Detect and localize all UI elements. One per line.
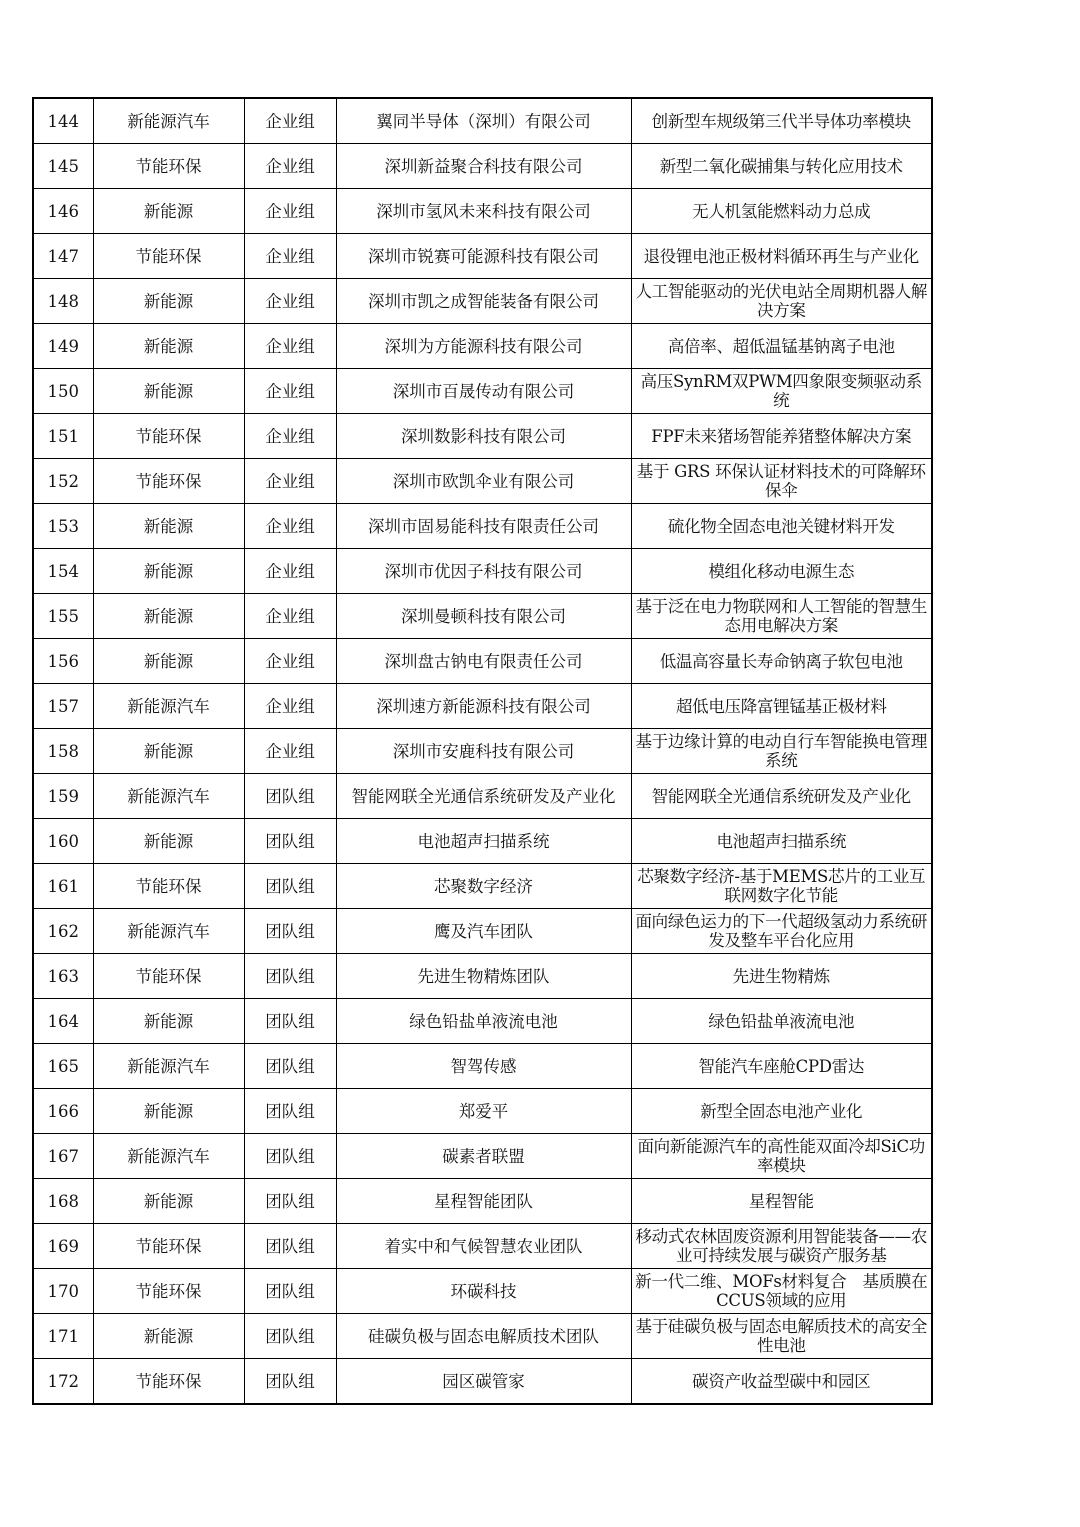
category-cell: 新能源: [93, 279, 244, 324]
group-cell: 团队组: [244, 864, 336, 909]
category-cell: 新能源: [93, 504, 244, 549]
row-number-cell: 160: [33, 819, 93, 864]
group-cell: 企业组: [244, 504, 336, 549]
category-cell: 新能源汽车: [93, 774, 244, 819]
table-row: [33, 414, 932, 459]
organization-cell: 深圳市固易能科技有限责任公司: [336, 504, 631, 549]
group-cell: 企业组: [244, 459, 336, 504]
category-cell: 新能源: [93, 729, 244, 774]
table-row: [33, 1314, 932, 1359]
organization-cell: 智能网联全光通信系统研发及产业化: [336, 774, 631, 819]
row-number-cell: 168: [33, 1179, 93, 1224]
category-cell: 节能环保: [93, 414, 244, 459]
row-number-cell: 166: [33, 1089, 93, 1134]
row-number-cell: 157: [33, 684, 93, 729]
organization-cell: 深圳市百晟传动有限公司: [336, 369, 631, 414]
row-number-cell: 144: [33, 98, 93, 144]
table-row: [33, 234, 932, 279]
category-cell: 节能环保: [93, 1269, 244, 1314]
table-row: [33, 189, 932, 234]
project-name-cell: 退役锂电池正极材料循环再生与产业化: [631, 234, 932, 279]
project-name-cell: 新一代二维、MOFs材料复合 基质膜在CCUS领域的应用: [631, 1269, 932, 1314]
organization-cell: 深圳为方能源科技有限公司: [336, 324, 631, 369]
table-row: [33, 684, 932, 729]
row-number-cell: 154: [33, 549, 93, 594]
group-cell: 企业组: [244, 729, 336, 774]
project-name-cell: 无人机氢能燃料动力总成: [631, 189, 932, 234]
category-cell: 新能源: [93, 819, 244, 864]
row-number-cell: 167: [33, 1134, 93, 1179]
group-cell: 团队组: [244, 954, 336, 999]
table-row: [33, 1044, 932, 1089]
organization-cell: 园区碳管家: [336, 1359, 631, 1405]
row-number-cell: 148: [33, 279, 93, 324]
project-name-cell: 高倍率、超低温锰基钠离子电池: [631, 324, 932, 369]
category-cell: 新能源: [93, 189, 244, 234]
organization-cell: 深圳市安鹿科技有限公司: [336, 729, 631, 774]
table-row: [33, 144, 932, 189]
category-cell: 新能源: [93, 369, 244, 414]
project-name-cell: 基于 GRS 环保认证材料技术的可降解环保伞: [631, 459, 932, 504]
project-name-cell: 创新型车规级第三代半导体功率模块: [631, 98, 932, 144]
table-row: [33, 594, 932, 639]
project-name-cell: 超低电压降富锂锰基正极材料: [631, 684, 932, 729]
row-number-cell: 162: [33, 909, 93, 954]
group-cell: 团队组: [244, 1134, 336, 1179]
group-cell: 团队组: [244, 1314, 336, 1359]
organization-cell: 智驾传感: [336, 1044, 631, 1089]
organization-cell: 芯聚数字经济: [336, 864, 631, 909]
row-number-cell: 163: [33, 954, 93, 999]
category-cell: 节能环保: [93, 144, 244, 189]
organization-cell: 深圳曼顿科技有限公司: [336, 594, 631, 639]
organization-cell: 深圳市凯之成智能装备有限公司: [336, 279, 631, 324]
group-cell: 团队组: [244, 909, 336, 954]
table-row: [33, 864, 932, 909]
category-cell: 新能源: [93, 999, 244, 1044]
project-name-cell: 碳资产收益型碳中和园区: [631, 1359, 932, 1405]
table-row: [33, 98, 932, 144]
organization-cell: 深圳速方新能源科技有限公司: [336, 684, 631, 729]
row-number-cell: 165: [33, 1044, 93, 1089]
project-name-cell: 模组化移动电源生态: [631, 549, 932, 594]
group-cell: 企业组: [244, 594, 336, 639]
project-name-cell: 移动式农林固废资源利用智能装备——农业可持续发展与碳资产服务基: [631, 1224, 932, 1269]
organization-cell: 深圳新益聚合科技有限公司: [336, 144, 631, 189]
table-body: [33, 98, 932, 1404]
category-cell: 新能源汽车: [93, 1044, 244, 1089]
row-number-cell: 169: [33, 1224, 93, 1269]
group-cell: 企业组: [244, 549, 336, 594]
project-name-cell: 芯聚数字经济-基于MEMS芯片的工业互联网数字化节能: [631, 864, 932, 909]
organization-cell: 硅碳负极与固态电解质技术团队: [336, 1314, 631, 1359]
group-cell: 团队组: [244, 1179, 336, 1224]
group-cell: 团队组: [244, 999, 336, 1044]
table-row: [33, 729, 932, 774]
organization-cell: 深圳市欧凯伞业有限公司: [336, 459, 631, 504]
project-name-cell: FPF未来猪场智能养猪整体解决方案: [631, 414, 932, 459]
table-row: [33, 1269, 932, 1314]
project-name-cell: 基于边缘计算的电动自行车智能换电管理系统: [631, 729, 932, 774]
project-name-cell: 新型全固态电池产业化: [631, 1089, 932, 1134]
organization-cell: 深圳市氢风未来科技有限公司: [336, 189, 631, 234]
project-list-table: [32, 97, 933, 1405]
row-number-cell: 155: [33, 594, 93, 639]
project-name-cell: 智能汽车座舱CPD雷达: [631, 1044, 932, 1089]
project-name-cell: 面向绿色运力的下一代超级氢动力系统研发及整车平台化应用: [631, 909, 932, 954]
row-number-cell: 145: [33, 144, 93, 189]
organization-cell: 郑爱平: [336, 1089, 631, 1134]
row-number-cell: 146: [33, 189, 93, 234]
table-row: [33, 954, 932, 999]
category-cell: 新能源: [93, 1179, 244, 1224]
project-name-cell: 智能网联全光通信系统研发及产业化: [631, 774, 932, 819]
row-number-cell: 171: [33, 1314, 93, 1359]
group-cell: 企业组: [244, 324, 336, 369]
row-number-cell: 158: [33, 729, 93, 774]
row-number-cell: 150: [33, 369, 93, 414]
category-cell: 节能环保: [93, 459, 244, 504]
category-cell: 节能环保: [93, 1224, 244, 1269]
group-cell: 团队组: [244, 1359, 336, 1405]
table-row: [33, 909, 932, 954]
table-row: [33, 1224, 932, 1269]
row-number-cell: 151: [33, 414, 93, 459]
category-cell: 新能源汽车: [93, 684, 244, 729]
project-name-cell: 电池超声扫描系统: [631, 819, 932, 864]
group-cell: 企业组: [244, 369, 336, 414]
project-name-cell: 星程智能: [631, 1179, 932, 1224]
project-name-cell: 面向新能源汽车的高性能双面冷却SiC功率模块: [631, 1134, 932, 1179]
group-cell: 企业组: [244, 234, 336, 279]
group-cell: 企业组: [244, 684, 336, 729]
organization-cell: 深圳市优因子科技有限公司: [336, 549, 631, 594]
row-number-cell: 170: [33, 1269, 93, 1314]
project-name-cell: 低温高容量长寿命钠离子软包电池: [631, 639, 932, 684]
table-row: [33, 1359, 932, 1405]
table-row: [33, 639, 932, 684]
project-name-cell: 绿色铅盐单液流电池: [631, 999, 932, 1044]
group-cell: 团队组: [244, 1044, 336, 1089]
group-cell: 团队组: [244, 819, 336, 864]
organization-cell: 深圳数影科技有限公司: [336, 414, 631, 459]
category-cell: 节能环保: [93, 1359, 244, 1405]
project-name-cell: 硫化物全固态电池关键材料开发: [631, 504, 932, 549]
category-cell: 新能源汽车: [93, 98, 244, 144]
project-name-cell: 基于泛在电力物联网和人工智能的智慧生态用电解决方案: [631, 594, 932, 639]
organization-cell: 先进生物精炼团队: [336, 954, 631, 999]
project-name-cell: 先进生物精炼: [631, 954, 932, 999]
category-cell: 节能环保: [93, 864, 244, 909]
row-number-cell: 172: [33, 1359, 93, 1405]
project-name-cell: 基于硅碳负极与固态电解质技术的高安全性电池: [631, 1314, 932, 1359]
row-number-cell: 149: [33, 324, 93, 369]
category-cell: 节能环保: [93, 234, 244, 279]
category-cell: 新能源: [93, 324, 244, 369]
category-cell: 新能源: [93, 1089, 244, 1134]
group-cell: 团队组: [244, 1224, 336, 1269]
organization-cell: 星程智能团队: [336, 1179, 631, 1224]
organization-cell: 着实中和气候智慧农业团队: [336, 1224, 631, 1269]
table-row: [33, 549, 932, 594]
group-cell: 企业组: [244, 189, 336, 234]
group-cell: 企业组: [244, 98, 336, 144]
table-row: [33, 279, 932, 324]
category-cell: 新能源: [93, 639, 244, 684]
group-cell: 团队组: [244, 1089, 336, 1134]
row-number-cell: 147: [33, 234, 93, 279]
group-cell: 团队组: [244, 1269, 336, 1314]
table-row: [33, 819, 932, 864]
table-row: [33, 324, 932, 369]
category-cell: 新能源汽车: [93, 909, 244, 954]
group-cell: 团队组: [244, 774, 336, 819]
category-cell: 新能源: [93, 1314, 244, 1359]
organization-cell: 鹰及汽车团队: [336, 909, 631, 954]
table-row: [33, 369, 932, 414]
organization-cell: 环碳科技: [336, 1269, 631, 1314]
category-cell: 新能源: [93, 594, 244, 639]
project-name-cell: 人工智能驱动的光伏电站全周期机器人解决方案: [631, 279, 932, 324]
table-row: [33, 1089, 932, 1134]
project-name-cell: 高压SynRM双PWM四象限变频驱动系统: [631, 369, 932, 414]
row-number-cell: 152: [33, 459, 93, 504]
organization-cell: 碳素者联盟: [336, 1134, 631, 1179]
organization-cell: 翼同半导体（深圳）有限公司: [336, 98, 631, 144]
project-name-cell: 新型二氧化碳捕集与转化应用技术: [631, 144, 932, 189]
row-number-cell: 156: [33, 639, 93, 684]
organization-cell: 绿色铅盐单液流电池: [336, 999, 631, 1044]
table-row: [33, 1134, 932, 1179]
table-row: [33, 459, 932, 504]
organization-cell: 电池超声扫描系统: [336, 819, 631, 864]
category-cell: 新能源汽车: [93, 1134, 244, 1179]
row-number-cell: 161: [33, 864, 93, 909]
table-row: [33, 1179, 932, 1224]
row-number-cell: 159: [33, 774, 93, 819]
category-cell: 节能环保: [93, 954, 244, 999]
group-cell: 企业组: [244, 144, 336, 189]
row-number-cell: 153: [33, 504, 93, 549]
group-cell: 企业组: [244, 414, 336, 459]
group-cell: 企业组: [244, 279, 336, 324]
table-row: [33, 504, 932, 549]
category-cell: 新能源: [93, 549, 244, 594]
group-cell: 企业组: [244, 639, 336, 684]
organization-cell: 深圳市锐赛可能源科技有限公司: [336, 234, 631, 279]
table-row: [33, 999, 932, 1044]
table-row: [33, 774, 932, 819]
row-number-cell: 164: [33, 999, 93, 1044]
organization-cell: 深圳盘古钠电有限责任公司: [336, 639, 631, 684]
